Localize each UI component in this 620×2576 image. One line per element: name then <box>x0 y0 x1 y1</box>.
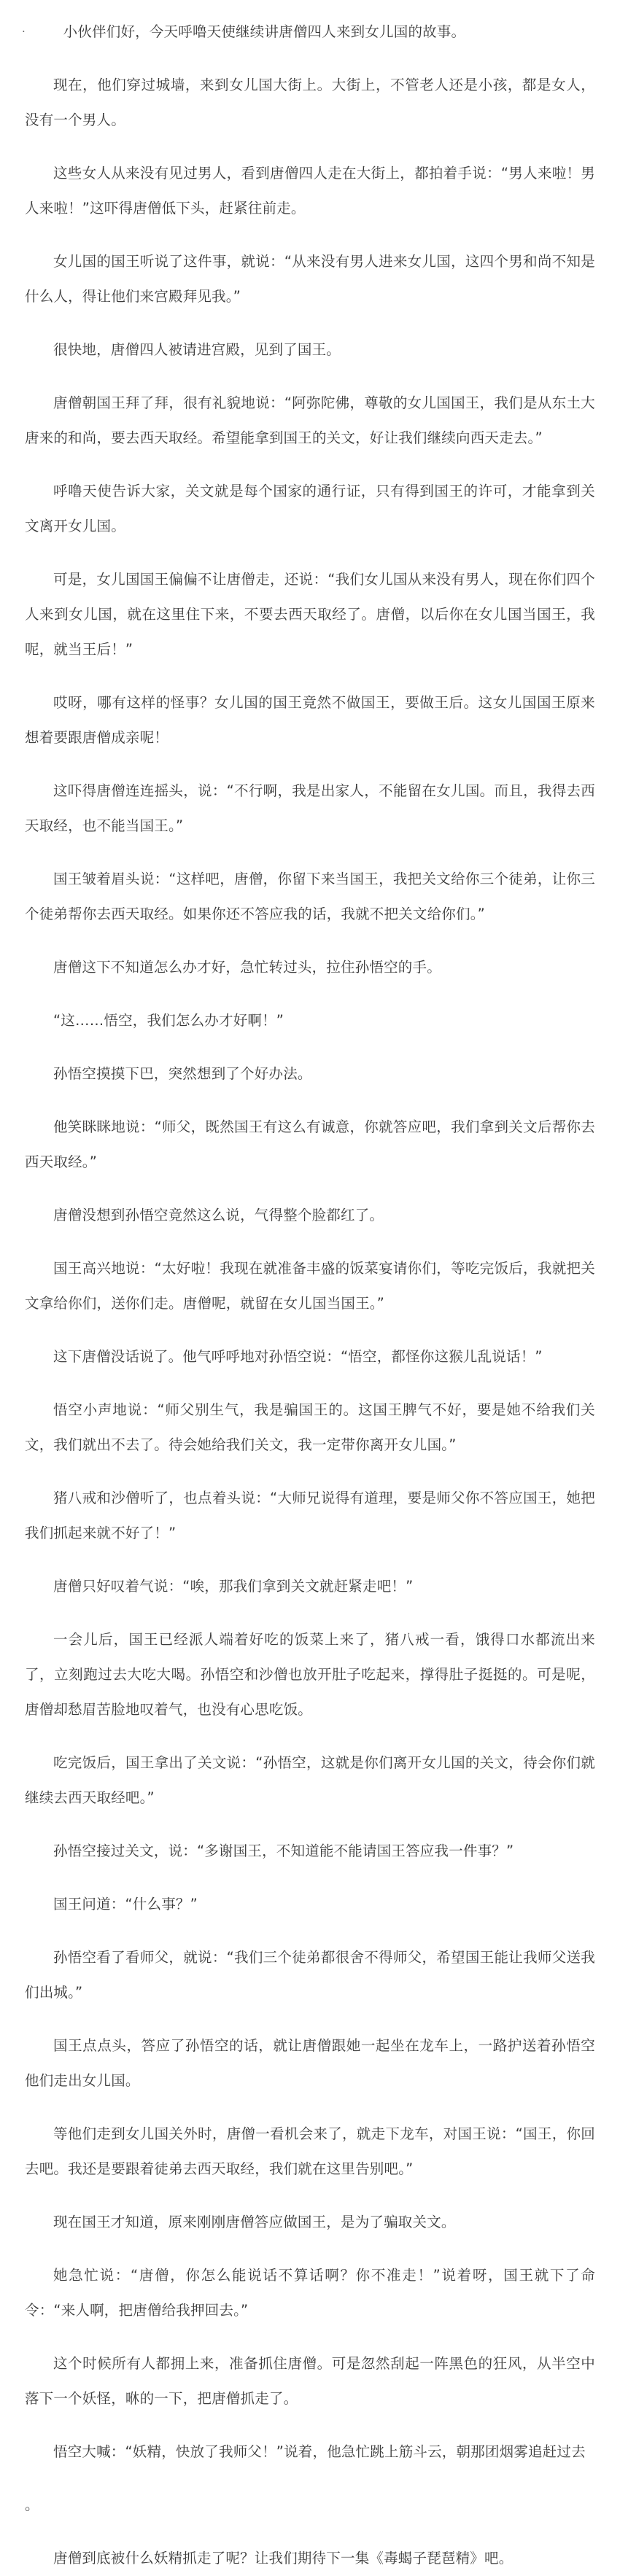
paragraph-19: 悟空小声地说：“师父别生气，我是骗国王的。这国王脾气不好，要是她不给我们关文，我们就出不去了。待会她给我们关文，我一定带你离开女儿国。” <box>25 1401 595 1453</box>
lead-dot-mark: . <box>22 22 26 35</box>
paragraph-14: 孙悟空摸摸下巴，突然想到了个好办法。 <box>53 1065 312 1082</box>
paragraph-31: 这个时候所有人都拥上来，准备抓住唐僧。可是忽然刮起一阵黑色的狂风，从半空中落下一个妖怪，咻的一下，把唐僧抓走了。 <box>25 2355 595 2407</box>
paragraph-17: 国王高兴地说：“太好啦！我现在就准备丰盛的饭菜宴请你们，等吃完饭后，我就把关文拿给你们，送你们走。唐僧呢，就留在女儿国当国王。” <box>25 1260 595 1312</box>
paragraph-23: 吃完饭后，国王拿出了关文说：“孙悟空，这就是你们离开女儿国的关文，待会你们就继续去西天取经吧。” <box>25 1754 595 1806</box>
paragraph-32: 悟空大喊：“妖精，快放了我师父！”说着，他急忙跳上筋斗云，朝那团烟雾追赶过去 <box>53 2443 586 2460</box>
paragraph-2: 现在，他们穿过城墙，来到女儿国大街上。大街上，不管老人还是小孩，都是女人，没有一个男人。 <box>25 77 595 128</box>
paragraph-5: 很快地，唐僧四人被请进宫殿，见到了国王。 <box>53 341 341 358</box>
paragraph-3: 这些女人从来没有见过男人，看到唐僧四人走在大街上，都拍着手说：“男人来啦！男人来啦！”这吓得唐僧低下头，赶紧往前走。 <box>25 165 595 217</box>
paragraph-33-period: 。 <box>25 2497 39 2513</box>
paragraph-20: 猪八戒和沙僧听了，也点着头说：“大师兄说得有道理，要是师父你不答应国王，她把我们抓起来就不好了！” <box>25 1490 595 1541</box>
paragraph-30: 她急忙说：“唐僧，你怎么能说话不算话啊？你不准走！”说着呀，国王就下了命令：“来人啊，把唐僧给我押回去。” <box>25 2267 595 2319</box>
paragraph-6: 唐僧朝国王拜了拜，很有礼貌地说：“阿弥陀佛，尊敬的女儿国国王，我们是从东土大唐来的和尚，要去西天取经。希望能拿到国王的关文，好让我们继续向西天走去。” <box>25 394 595 446</box>
paragraph-34: 唐僧到底被什么妖精抓走了呢？让我们期待下一集《毒蝎子琵琶精》吧。 <box>53 2550 514 2567</box>
paragraph-15: 他笑眯眯地说：“师父，既然国王有这么有诚意，你就答应吧，我们拿到关文后帮你去西天取经。” <box>25 1118 595 1170</box>
paragraph-12: 唐僧这下不知道怎么办才好，急忙转过头，拉住孙悟空的手。 <box>53 959 441 976</box>
paragraph-29: 现在国王才知道，原来刚刚唐僧答应做国王，是为了骗取关文。 <box>53 2214 456 2230</box>
paragraph-9: 哎呀，哪有这样的怪事？女儿国的国王竟然不做国王，要做王后。这女儿国国王原来想着要跟唐僧成亲呢！ <box>25 694 595 746</box>
paragraph-7: 呼噜天使告诉大家，关文就是每个国家的通行证，只有得到国王的许可，才能拿到关文离开女儿国。 <box>25 483 595 534</box>
paragraph-13: “这……悟空，我们怎么办才好啊！” <box>53 1012 284 1029</box>
paragraph-21: 唐僧只好叹着气说：“唉，那我们拿到关文就赶紧走吧！” <box>53 1578 414 1595</box>
paragraph-8: 可是，女儿国国王偏偏不让唐僧走，还说：“我们女儿国从来没有男人，现在你们四个人来到女儿国，就在这里住下来，不要去西天取经了。唐僧，以后你在女儿国当国王，我呢，就当王后！” <box>25 571 595 658</box>
paragraph-4: 女儿国的国王听说了这件事，就说：“从来没有男人进来女儿国，这四个男和尚不知是什么人，得让他们来宫殿拜见我。” <box>25 253 595 305</box>
paragraph-22: 一会儿后，国王已经派人端着好吃的饭菜上来了，猪八戒一看，饿得口水都流出来了，立刻跑过去大吃大喝。孙悟空和沙僧也放开肚子吃起来，撑得肚子挺挺的。可是呢，唐僧却愁眉苦脸地叹着气，也没有心思吃饭。 <box>25 1631 595 1718</box>
paragraph-11: 国王皱着眉头说：“这样吧，唐僧，你留下来当国王，我把关文给你三个徒弟，让你三个徒弟帮你去西天取经。如果你还不答应我的话，我就不把关文给你们。” <box>25 871 595 922</box>
paragraph-27: 国王点点头，答应了孙悟空的话，就让唐僧跟她一起坐在龙车上，一路护送着孙悟空他们走出女儿国。 <box>25 2037 595 2089</box>
paragraph-16: 唐僧没想到孙悟空竟然这么说，气得整个脸都红了。 <box>53 1207 384 1223</box>
paragraph-26: 孙悟空看了看师父，就说：“我们三个徒弟都很舍不得师父，希望国王能让我师父送我们出城。” <box>25 1949 595 2001</box>
paragraph-24: 孙悟空接过关文，说：“多谢国王，不知道能不能请国王答应我一件事？” <box>53 1842 514 1859</box>
paragraph-18: 这下唐僧没话说了。他气呼呼地对孙悟空说：“悟空，都怪你这猴儿乱说话！” <box>53 1348 543 1365</box>
paragraph-28: 等他们走到女儿国关外时，唐僧一看机会来了，就走下龙车，对国王说：“国王，你回去吧。我还是要跟着徒弟去西天取经，我们就在这里告别吧。” <box>25 2125 595 2177</box>
paragraph-10: 这吓得唐僧连连摇头，说：“不行啊，我是出家人，不能留在女儿国。而且，我得去西天取经，也不能当国王。” <box>25 782 595 834</box>
paragraph-1: 小伙伴们好，今天呼噜天使继续讲唐僧四人来到女儿国的故事。 <box>63 23 466 40</box>
paragraph-25: 国王问道：“什么事？” <box>53 1896 198 1912</box>
